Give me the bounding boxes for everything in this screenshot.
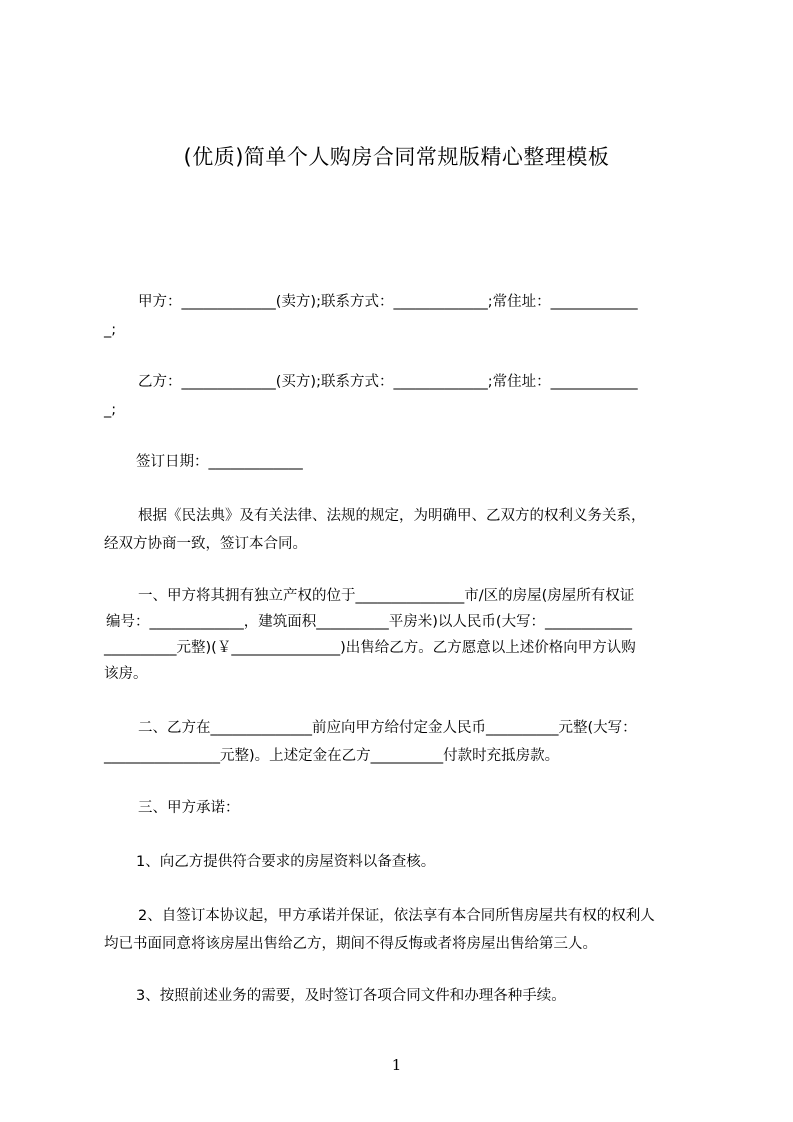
clause-1-line-2: 编号：_____________，建筑面积__________平房米)以人民币(大写：____________ bbox=[106, 614, 633, 630]
party-b-line: 乙方：_____________(买方);联系方式：_____________;常住址：____________ bbox=[138, 374, 638, 390]
clause-3-heading: 三、甲方承诺： bbox=[138, 800, 240, 816]
clause-2-line-2: ________________元整)。上述定金在乙方__________付款时充抵房款。 bbox=[104, 748, 560, 764]
clause-3-item-2-line-1: 2、自签订本协议起，甲方承诺并保证，依法享有本合同所售房屋共有权的权利人 bbox=[138, 908, 655, 924]
party-b-line-continuation: _; bbox=[104, 402, 117, 418]
clause-1-line-3: __________元整)(￥_______________)出售给乙方。乙方愿意以上述价格向甲方认购 bbox=[104, 640, 636, 656]
document-title: (优质)简单个人购房合同常规版精心整理模板 bbox=[183, 145, 610, 169]
clause-3-item-1: 1、向乙方提供符合要求的房屋资料以备查核。 bbox=[136, 854, 436, 870]
page-number: 1 bbox=[391, 1056, 402, 1074]
clause-3-item-2-line-2: 均已书面同意将该房屋出售给乙方，期间不得反悔或者将房屋出售给第三人。 bbox=[104, 936, 597, 952]
clause-3-item-3: 3、按照前述业务的需要，及时签订各项合同文件和办理各种手续。 bbox=[136, 988, 566, 1004]
party-a-line-continuation: _; bbox=[104, 322, 117, 338]
clause-1-line-4: 该房。 bbox=[104, 666, 148, 682]
party-a-line: 甲方：_____________(卖方);联系方式：_____________;常住址：____________ bbox=[138, 294, 638, 310]
sign-date-line: 签订日期：_____________ bbox=[136, 454, 303, 470]
preamble-line-1: 根据《民法典》及有关法律、法规的规定，为明确甲、乙双方的权利义务关系， bbox=[138, 508, 646, 524]
clause-1-line-1: 一、甲方将其拥有独立产权的位于_______________市/区的房屋(房屋所有权证 bbox=[138, 588, 635, 604]
clause-2-line-1: 二、乙方在______________前应向甲方给付定金人民币__________元整(大写： bbox=[138, 720, 637, 736]
preamble-line-2: 经双方协商一致，签订本合同。 bbox=[104, 536, 307, 552]
